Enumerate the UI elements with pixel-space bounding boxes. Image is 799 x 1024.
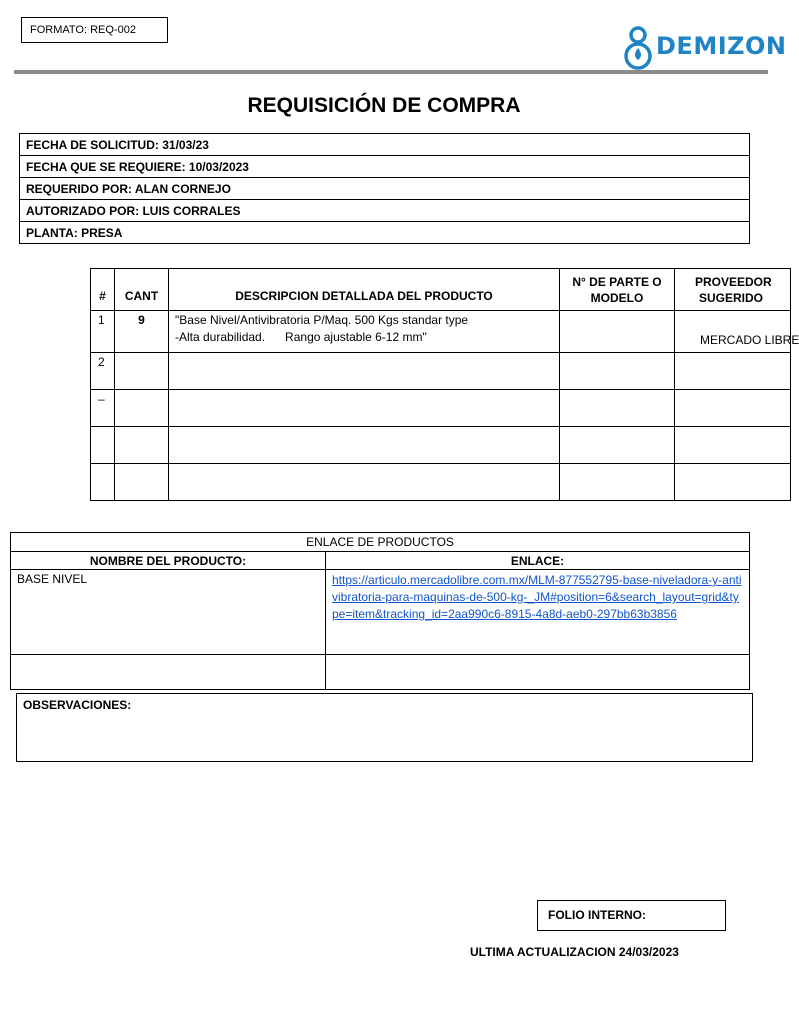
logo-wordmark: DEMIZON — [656, 32, 787, 60]
table-row — [91, 311, 791, 353]
item-cant — [115, 353, 169, 390]
item-desc — [169, 427, 560, 464]
item-desc — [169, 353, 560, 390]
product-link-cell — [326, 570, 750, 655]
item-desc — [169, 390, 560, 427]
header-prov-line2: SUGERIDO — [699, 290, 764, 305]
observaciones-box[interactable] — [16, 693, 753, 762]
header-part — [560, 269, 675, 311]
item-cant — [115, 464, 169, 501]
item-part — [560, 427, 675, 464]
header-prov — [675, 269, 791, 311]
header-part-line1: N° DE PARTE O — [572, 274, 662, 289]
item-prov: MERCADO LIBRE — [675, 311, 791, 353]
autorizado-por: AUTORIZADO POR: LUIS CORRALES — [20, 200, 750, 222]
header-cant: CANT — [115, 269, 169, 311]
product-name — [11, 655, 326, 690]
product-link-cell — [326, 655, 750, 690]
item-part — [560, 311, 675, 353]
item-num: 1 — [91, 311, 115, 353]
table-row — [91, 464, 791, 501]
item-prov — [675, 427, 791, 464]
logo-icon — [624, 22, 654, 74]
table-row — [91, 390, 791, 427]
item-cant — [115, 390, 169, 427]
item-desc — [169, 311, 560, 353]
request-info-table — [19, 133, 750, 244]
folio-interno-box: FOLIO INTERNO: — [537, 900, 726, 931]
item-cant — [115, 427, 169, 464]
last-update: ULTIMA ACTUALIZACION 24/03/2023 — [470, 945, 679, 959]
items-header-row — [91, 269, 791, 311]
requerido-por: REQUERIDO POR: ALAN CORNEJO — [20, 178, 750, 200]
fecha-requiere: FECHA QUE SE REQUIERE: 10/03/2023 — [20, 156, 750, 178]
planta: PLANTA: PRESA — [20, 222, 750, 244]
item-part — [560, 353, 675, 390]
item-desc-line1: "Base Nivel/Antivibratoria P/Maq. 500 Kgs standar type — [175, 313, 469, 327]
item-desc-line2: -Alta durabilidad. Rango ajustable 6-12 mm" — [175, 330, 427, 344]
item-num — [91, 427, 115, 464]
table-row — [11, 570, 750, 655]
table-row — [91, 427, 791, 464]
header-part-line2: MODELO — [590, 290, 644, 305]
item-prov — [675, 390, 791, 427]
table-row — [11, 655, 750, 690]
header-num: # — [91, 269, 115, 311]
links-caption: ENLACE DE PRODUCTOS — [11, 533, 750, 552]
header-product-name: NOMBRE DEL PRODUCTO: — [11, 552, 326, 570]
fecha-solicitud: FECHA DE SOLICITUD: 31/03/23 — [20, 134, 750, 156]
item-part — [560, 464, 675, 501]
page-title: REQUISICIÓN DE COMPRA — [247, 94, 521, 117]
header-divider — [14, 70, 768, 74]
header-prov-line1: PROVEEDOR — [695, 274, 772, 289]
table-row — [91, 353, 791, 390]
item-num: 2 — [91, 353, 115, 390]
header-desc: DESCRIPCION DETALLADA DEL PRODUCTO — [169, 269, 560, 311]
links-header-row — [11, 552, 750, 570]
item-num: – — [91, 390, 115, 427]
items-table — [90, 268, 799, 501]
item-num — [91, 464, 115, 501]
product-link[interactable]: https://articulo.mercadolibre.com.mx/MLM-877552795-base-niveladora-y-antivibratoria-para-maquinas-de-500-kg-_JM#position=6&search_layout=grid&type=item&tracking_id=2aa990c6-8915-4a8d-aeb0-297bb63b3856 — [332, 573, 742, 621]
item-cant: 9 — [115, 311, 169, 353]
item-prov — [675, 464, 791, 501]
product-links-table — [10, 532, 750, 690]
item-desc — [169, 464, 560, 501]
observaciones-label: OBSERVACIONES: — [23, 698, 132, 712]
item-part — [560, 390, 675, 427]
company-logo — [624, 22, 787, 74]
formato-code: FORMATO: REQ-002 — [21, 17, 168, 43]
header-link: ENLACE: — [326, 552, 750, 570]
links-caption-row — [11, 533, 750, 552]
product-name: BASE NIVEL — [11, 570, 326, 655]
item-prov — [675, 353, 791, 390]
